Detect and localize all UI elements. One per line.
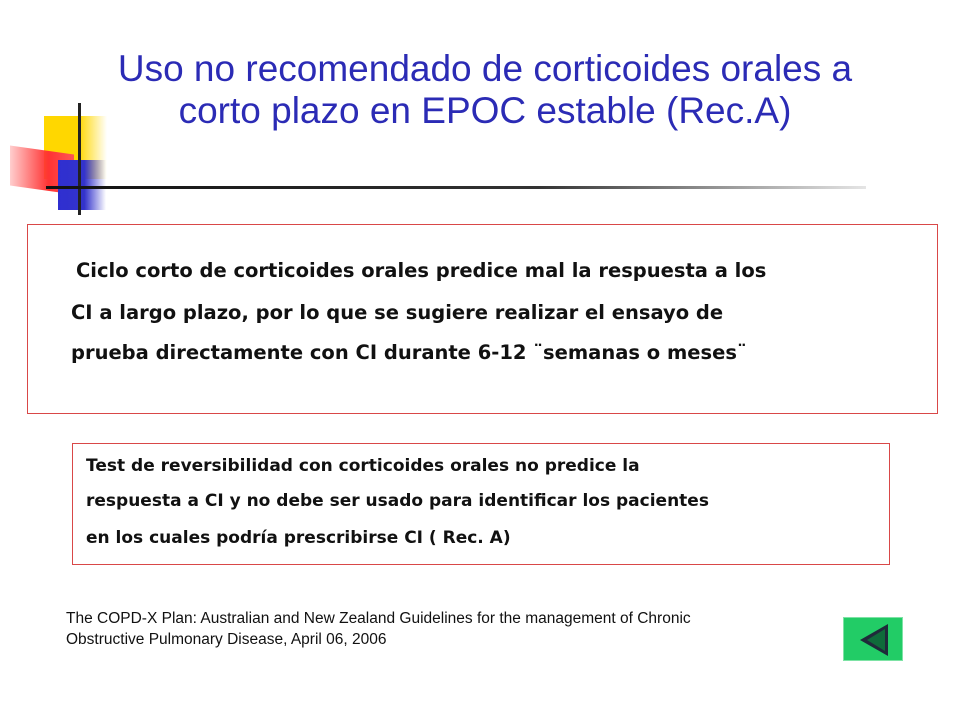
statement-box-1 [27,224,938,414]
back-button[interactable] [843,617,903,661]
decor-blue-square [58,160,106,210]
title-divider [46,186,866,189]
statement-1-line-2: CI a largo plazo, por lo que se sugiere realizar el ensayo de [71,301,724,324]
slide-title [60,48,910,132]
statement-1-line-3: prueba directamente con CI durante 6-12 ¨semanas o meses¨ [71,341,747,364]
reference-line-2: Obstructive Pulmonary Disease, April 06, 2006 [66,631,387,648]
reference-citation [66,608,846,650]
statement-2-line-2: respuesta a CI y no debe ser usado para identificar los pacientes [86,491,709,511]
reference-line-1: The COPD-X Plan: Australian and New Zealand Guidelines for the management of Chronic [66,610,691,627]
title-line-1: Uso no recomendado de corticoides orales a [117,48,853,89]
statement-box-2 [72,443,890,565]
statement-2-line-3: en los cuales podría prescribirse CI ( Rec. A) [86,528,511,548]
statement-1-line-1: Ciclo corto de corticoides orales predice mal la respuesta a los [76,259,767,282]
triangle-left-icon [858,623,890,657]
statement-2-line-1: Test de reversibilidad con corticoides orales no predice la [86,456,640,476]
title-line-2: corto plazo en EPOC estable (Rec.A) [178,90,792,131]
